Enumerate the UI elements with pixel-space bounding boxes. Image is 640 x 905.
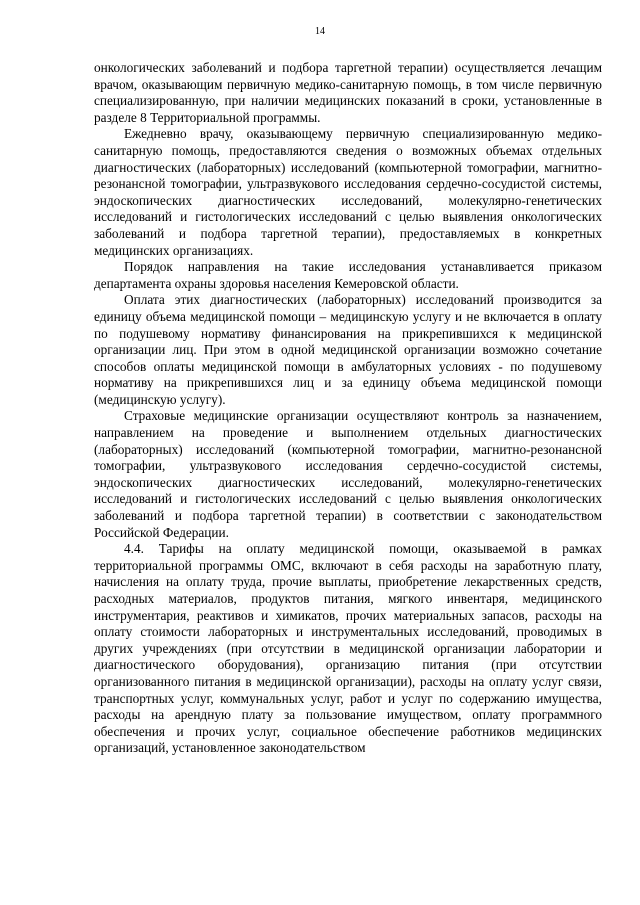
paragraph-insurance-control: Страховые медицинские организации осуществляют контроль за назначением, направлением на проведение и выполнением отдельных диагностических (лабораторных) исследований (компьютерной томографии, магнитно-резонансной томографии, ультразвукового исследования сердечно-сосудистой системы, эндоскопических диагностических исследований, молекулярно-генетических исследований и гистологических исследований с целью выявления онкологических заболеваний и подбора таргетной терапии) в соответствии с законодательством Российской Федерации. — [94, 408, 602, 540]
paragraph-continued: онкологических заболеваний и подбора таргетной терапии) осуществляется лечащим врачом, оказывающим первичную медико-санитарную помощь, в том числе первичную специализированную, при наличии медицинских показаний в сроки, установленные в разделе 8 Территориальной программы. — [94, 60, 602, 125]
document-body — [94, 60, 602, 757]
page-number: 14 — [315, 26, 325, 37]
paragraph-daily-info: Ежедневно врачу, оказывающему первичную специализированную медико-санитарную помощь, предоставляются сведения о возможных объемах отдельных диагностических (лабораторных) исследований (компьютерной томографии, магнитно-резонансной томографии, ультразвукового исследования сердечно-сосудистой системы, эндоскопических диагностических исследований, молекулярно-генетических исследований и гистологических исследований с целью выявления онкологических заболеваний и подбора таргетной терапии), предоставляемых в конкретных медицинских организациях. — [94, 126, 602, 258]
paragraph-section-4-4: 4.4. Тарифы на оплату медицинской помощи, оказываемой в рамках территориальной программы ОМС, включают в себя расходы на заработную плату, начисления на оплату труда, прочие выплаты, приобретение лекарственных средств, расходных материалов, продуктов питания, мягкого инвентаря, медицинского инструментария, реактивов и химикатов, прочих материальных запасов, расходы на оплату стоимости лабораторных и инструментальных исследований, проводимых в других учреждениях (при отсутствии в медицинской организации лаборатории и диагностического оборудования), организацию питания (при отсутствии организованного питания в медицинской организации), расходы на оплату услуг связи, транспортных услуг, коммунальных услуг, работ и услуг по содержанию имущества, расходы на арендную плату за пользование имуществом, оплату программного обеспечения и прочих услуг, социальное обеспечение работников медицинских организаций, установленное законодательством — [94, 541, 602, 756]
paragraph-referral-order: Порядок направления на такие исследования устанавливается приказом департамента охраны здоровья населения Кемеровской области. — [94, 259, 602, 291]
paragraph-payment: Оплата этих диагностических (лабораторных) исследований производится за единицу объема медицинской помощи – медицинскую услугу и не включается в оплату по подушевому нормативу финансирования на прикрепившихся к медицинской организации лиц. При этом в одной медицинской организации возможно сочетание способов оплаты медицинской помощи в амбулаторных условиях - по подушевому нормативу на прикрепившихся лиц и за единицу объема медицинской помощи (медицинскую услугу). — [94, 292, 602, 407]
